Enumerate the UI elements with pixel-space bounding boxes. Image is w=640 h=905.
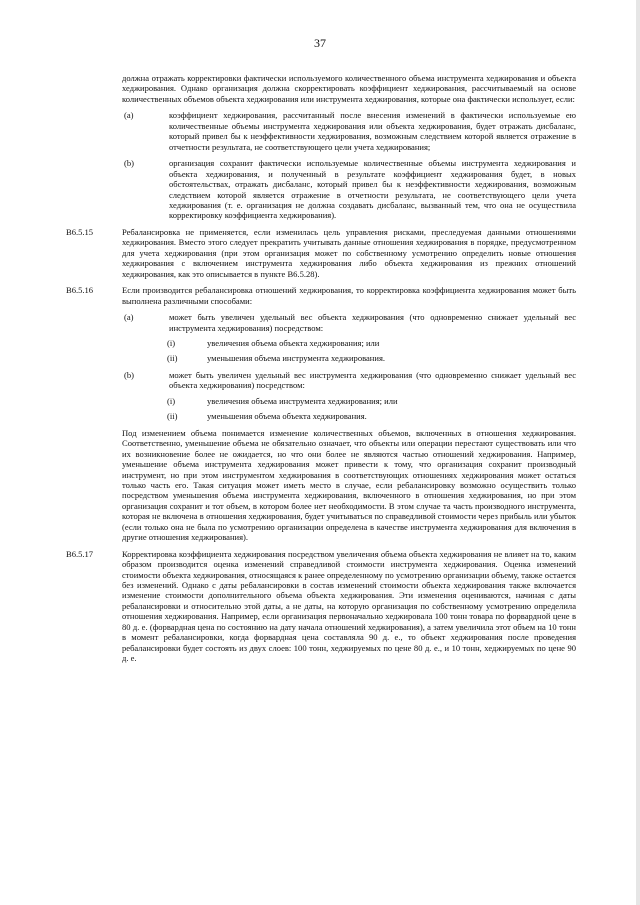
section-number: B6.5.15 <box>66 226 94 237</box>
list-item <box>122 110 576 152</box>
sub-item-label: (i) <box>167 395 176 406</box>
scan-edge <box>636 0 640 905</box>
section-b6-5-15 <box>66 227 576 279</box>
item-text: коэффициент хеджирования, рассчитанный после внесения изменений в фактически используемые ею количественные объемы инструмента хеджирования или объекта хеджирования, будет отражать дисбаланс, который привел бы к неэффективности хеджирования, возможным следствием которой является отражение в отчетности результата, не соответствующего цели учета хеджирования; <box>169 110 576 152</box>
page-number: 37 <box>314 36 326 50</box>
section-b6-5-16 <box>66 285 576 543</box>
list-item <box>122 158 576 221</box>
sub-item-text: увеличения объема инструмента хеджирования; или <box>207 395 398 406</box>
sub-item-text: уменьшения объема инструмента хеджирования. <box>207 353 386 364</box>
intro-block <box>66 73 576 221</box>
item-text: может быть увеличен удельный вес объекта хеджирования (что одновременно снижает удельный вес инструмента хеджирования) посредством: <box>169 312 576 333</box>
list-item <box>122 370 576 391</box>
sub-item <box>122 411 576 421</box>
intro-paragraph: должна отражать корректировки фактически используемого количественного объема инструмента хеджирования и объекта хеджирования. Однако организация должна скорректировать коэффициент хеджирования, рассчитываемый на основе количественных объемов объекта хеджирования или инструмента хеджирования, которые она фактически использует, если: <box>122 73 576 104</box>
item-label: (b) <box>124 158 134 169</box>
section-b6-5-17 <box>66 549 576 664</box>
sub-item <box>122 396 576 406</box>
sub-item <box>122 338 576 348</box>
sub-item-text: уменьшения объема объекта хеджирования. <box>207 411 367 422</box>
section-number: B6.5.16 <box>66 285 94 296</box>
page-content <box>66 73 576 664</box>
section-text: Если производится ребалансировка отношений хеджирования, то корректировка коэффициента хеджирования может быть выполнена различными способами: <box>122 285 576 306</box>
section-paragraph: Под изменением объема понимается изменение количественных объемов, включенных в отношения хеджирования. Соответственно, уменьшение объема не обязательно означает, что объекты или операции перестают существовать или что их возникновение более не ожидается, но что они более не являются частью отношений хеджирования. Например, уменьшение объема инструмента хеджирования может привести к тому, что организация сохранит производный инструмент, но при этом инструментом хеджирования в соответствующих отношениях хеджирования может остаться только часть его. Такая ситуация может иметь место в случае, если ребалансировку возможно осуществить только посредством уменьшения объема инструмента хеджирования, включенного в отношения хеджирования, но при этом организация сохранит и тот объем, в котором более нет необходимости. В этом случае та часть производного инструмента, которая не включена в отношения хеджирования, будет учитываться по справедливой стоимости через прибыль или убыток (если только она не была по усмотрению организации определена в качестве инструмента хеджирования для включения в другие отношения хеджирования). <box>122 427 576 543</box>
sub-item-label: (ii) <box>167 411 178 422</box>
sub-item-text: увеличения объема объекта хеджирования; или <box>207 337 380 348</box>
sub-item-label: (i) <box>167 337 176 348</box>
section-text: Корректировка коэффициента хеджирования посредством увеличения объема объекта хеджирования не влияет на то, каким образом производится оценка изменений справедливой стоимости инструмента хеджирования. Оценка изменений стоимости объекта хеджирования, относящаяся к ранее определенному по усмотрению организации объему, также остается без изменений. Однако с даты ребалансировки в состав изменений стоимости объекта хеджирования также включается изменение стоимости дополнительного объема объекта хеджирования. Эти изменения оцениваются, начиная с даты ребалансировки и относительно этой даты, а не даты, на которую организация по собственному усмотрению определила отношения хеджирования. Например, если организация первоначально хеджировала 100 тонн товара по форвардной цене в 80 д. е. (форвардная цена по состоянию на дату начала отношений хеджирования), а затем увеличила этот объем на 10 тонн в момент ребалансировки, когда форвардная цена составляла 90 д. е., то объект хеджирования после проведения ребалансировки будет состоять из двух слоев: 100 тонн, хеджируемых по цене 80 д. е., и 10 тонн, хеджируемых по цене 90 д. е. <box>122 548 576 664</box>
section-number: B6.5.17 <box>66 548 94 559</box>
item-text: организация сохранит фактически используемые количественные объемы инструмента хеджирования и объекта хеджирования, и полученный в результате коэффициент хеджирования будет, в новых обстоятельствах, отражать дисбаланс, который привел бы к неэффективности хеджирования, возможным следствием которой является отражение в отчетности результата, не соответствующего цели учета хеджирования (т. е. организация не должна создавать дисбаланс, вызванный тем, что она не осуществила корректировку коэффициента хеджирования). <box>169 158 576 221</box>
section-text: Ребалансировка не применяется, если изменилась цель управления рисками, преследуемая данными отношениями хеджирования. Вместо этого следует прекратить учитывать данные отношения хеджирования в порядке, предусмотренном для учета хеджирования (при этом организация может по собственному усмотрению определить новые отношения хеджирования с включением инструмента хеджирования либо объекта хеджирования из прежних отношений хеджирования, как это описывается в пункте B6.5.28). <box>122 226 576 279</box>
item-label: (a) <box>124 312 134 323</box>
list-item <box>122 312 576 333</box>
item-text: может быть увеличен удельный вес инструмента хеджирования (что одновременно снижает удельный вес объекта хеджирования) посредством: <box>169 369 576 391</box>
sub-item <box>122 353 576 363</box>
item-label: (b) <box>124 369 134 380</box>
sub-item-label: (ii) <box>167 353 178 364</box>
item-label: (a) <box>124 110 134 121</box>
